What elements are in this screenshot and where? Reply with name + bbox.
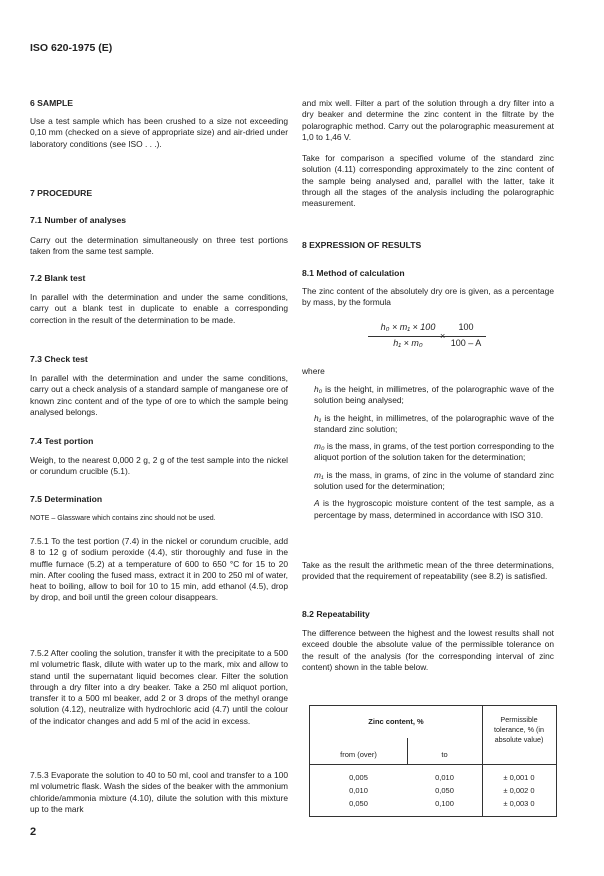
table-cell: 0,050	[349, 799, 368, 808]
section-7-5-2: 7.5.2 After cooling the solution, transfer it with the precipitate to a 500 ml volumetric flask, dilute with water up to the mark, mix and allow to stand until the supernatant liquid becomes clear. Filter the solution through a dry filter into a dry beaker. Take a 250 ml aliquot portion, transfer it to a 500 ml beaker, add 2 or 3 drops of the methyl orange solution (4.12), neutralize with hydrochloric acid (4.7) until the colour of the indicator changes and add 5 ml of the acid in excess.	[30, 648, 288, 726]
definition-item	[302, 441, 554, 464]
section-7-2-body: In parallel with the determination and under the same conditions, carry out a blank test in duplicate to enable a corresponding correction in the result of the determination to be made.	[30, 292, 288, 325]
definition-symbol: m₀	[314, 441, 325, 452]
section-6-title: 6 SAMPLE	[30, 98, 73, 108]
result-paragraph: Take as the result the arithmetic mean of the three determinations, provided that the requirement of repeatability (see 8.2) is satisfied.	[302, 560, 554, 582]
table-cell: 0,005	[349, 773, 368, 782]
formula-denominator-1: h₁ × m₀	[393, 338, 423, 348]
tolerance-column	[482, 771, 556, 810]
tolerance-header: Permissible tolerance, % (in absolute value)	[494, 715, 544, 744]
definition-text: is the height, in millimetres, of the polarographic wave of the standard zinc solution;	[314, 412, 554, 434]
to-header: to	[441, 750, 448, 759]
definition-text: is the height, in millimetres, of the polarographic wave of the solution being analysed;	[314, 384, 554, 406]
definition-symbol: m₁	[314, 469, 324, 480]
definition-text: is the hygroscopic moisture content of the test sample, as a percentage by mass, determined in accordance with ISO 310.	[314, 498, 555, 520]
section-8-2-title: 8.2 Repeatability	[302, 609, 370, 619]
definition-item	[302, 413, 554, 436]
definition-text: is the mass, in grams, of the test portion corresponding to the aliquot portion of the solution taken for the determination;	[314, 441, 555, 463]
section-8-title: 8 EXPRESSION OF RESULTS	[302, 240, 422, 250]
section-7-3-body: In parallel with the determination and under the same conditions, carry out a check analysis of a standard sample of manganese ore of known zinc content and of the type of ore to which the sample being analysed belongs.	[30, 373, 288, 417]
section-7-1-title: 7.1 Number of analyses	[30, 215, 127, 225]
tolerance-table	[309, 705, 557, 817]
formula-denominator-2: 100 – A	[450, 338, 482, 348]
definition-symbol: A	[314, 498, 320, 509]
standard-header: ISO 620-1975 (E)	[30, 42, 113, 54]
section-7-5-title: 7.5 Determination	[30, 494, 103, 504]
section-7-4-body: Weigh, to the nearest 0,000 2 g, 2 g of the test sample into the nickel or corundum crucible (5.1).	[30, 455, 288, 477]
section-7-4-title: 7.4 Test portion	[30, 436, 94, 446]
page-number: 2	[30, 826, 37, 838]
table-divider-horizontal	[310, 764, 556, 765]
from-header: from (over)	[340, 750, 377, 759]
section-7-5-note: NOTE – Glassware which contains zinc should not be used.	[30, 515, 216, 522]
section-7-2-title: 7.2 Blank test	[30, 273, 86, 283]
section-7-title: 7 PROCEDURE	[30, 188, 93, 198]
definitions-list	[302, 384, 554, 521]
table-cell: ± 0,003 0	[503, 799, 535, 808]
fraction-line-1	[368, 336, 448, 337]
definition-symbol: h₀	[314, 384, 323, 394]
continued-paragraph-1: and mix well. Filter a part of the solution through a dry filter into a dry beaker and determine the zinc content in the filtrate by the polarographic method. Carry out the polarographic measurement at 1,0 to 1,46 V.	[302, 98, 554, 142]
zinc-content-header: Zinc content, %	[368, 717, 424, 726]
section-8-1-body: The zinc content of the absolutely dry ore is given, as a percentage by mass, by the formula	[302, 286, 554, 308]
section-7-1-body: Carry out the determination simultaneously on three test portions taken from the same test sample.	[30, 235, 288, 257]
from-column	[310, 771, 407, 810]
section-8-2-body: The difference between the highest and the lowest results shall not exceed double the absolute value of the permissible tolerance on the result of the analysis (for the corresponding interval of zinc content) shown in the table below.	[302, 628, 554, 672]
section-7-5-1: 7.5.1 To the test portion (7.4) in the nickel or corundum crucible, add 8 to 12 g of sodium peroxide (4.4), stir thoroughly and fuse in the muffle furnace (5.2) at a temperature of 600 to 650 °C for 15 to 20 min. After cooling the fused mass, extract it in 200 to 250 ml of water, heat to boiling, allow to boil for 10 to 15 min, add ethanol (4.5), drop by drop, and boil until the green colour disappears.	[30, 536, 288, 603]
table-cell: 0,010	[435, 773, 454, 782]
definition-text: is the mass, in grams, of zinc in the volume of standard zinc solution used for the determination;	[314, 469, 554, 492]
table-cell: ± 0,001 0	[503, 773, 535, 782]
definition-item	[302, 384, 554, 407]
section-7-5-3: 7.5.3 Evaporate the solution to 40 to 50 ml, cool and transfer to a 100 ml volumetric flask. Wash the sides of the beaker with the ammonium chloride/ammonia mixture (4.10), dilute the solution with this mixture up to the mark	[30, 770, 288, 814]
to-column	[407, 771, 482, 810]
section-8-1-title: 8.1 Method of calculation	[302, 268, 405, 278]
fraction-line-2	[448, 336, 486, 337]
where-label: where	[302, 366, 325, 376]
section-7-3-title: 7.3 Check test	[30, 354, 88, 364]
table-cell: 0,100	[435, 799, 454, 808]
table-cell: 0,050	[435, 786, 454, 795]
definition-symbol: h₁	[314, 412, 322, 423]
definition-item	[302, 498, 554, 521]
table-cell: 0,010	[349, 786, 368, 795]
table-cell: ± 0,002 0	[503, 786, 535, 795]
formula-times: ×	[440, 331, 446, 341]
definition-item	[302, 470, 554, 493]
formula-numerator-2: 100	[458, 322, 474, 332]
section-6-body: Use a test sample which has been crushed to a size not exceeding 0,10 mm (checked on a sieve of appropriate size) and air-dried under laboratory conditions (see ISO . . .).	[30, 116, 288, 149]
continued-paragraph-2: Take for comparison a specified volume of the standard zinc solution (4.11) corresponding approximately to the zinc content of the sample being analysed and, parallel with the latter, take it through all the stages of the analysis including the polarographic measurement.	[302, 153, 554, 209]
formula-numerator-1: h₀ × m₁ × 100	[380, 322, 436, 332]
